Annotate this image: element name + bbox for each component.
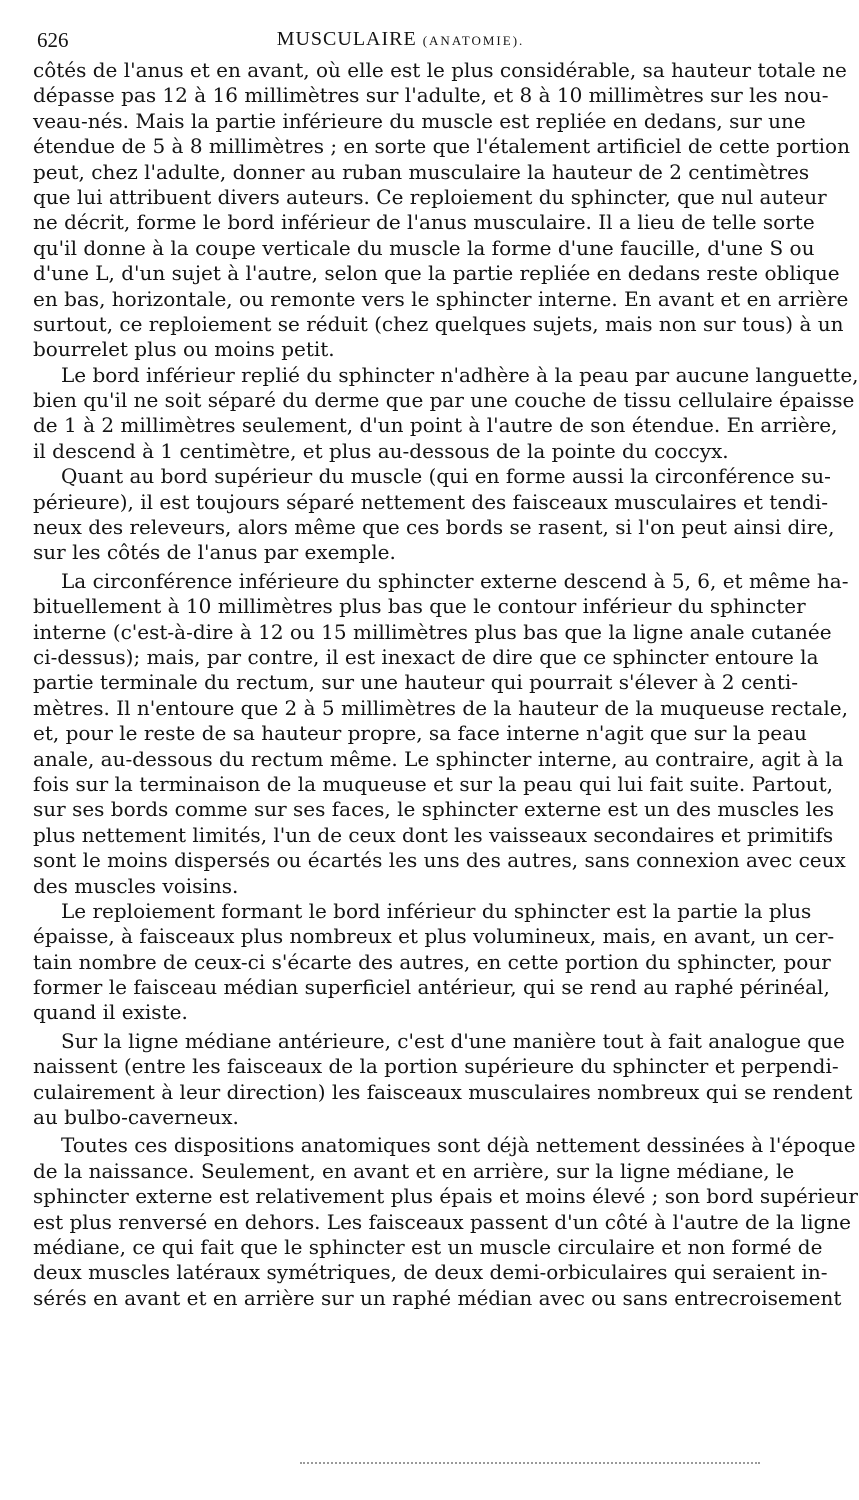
- text-line: de la naissance. Seulement, en avant et en arrière, sur la ligne médiane, le: [33, 1158, 795, 1183]
- text-line: bien qu'il ne soit séparé du derme que par une couche de tissu cellulaire épaisse: [33, 388, 855, 413]
- text-line: surtout, ce reploiement se réduit (chez quelques sujets, mais non sur tous) à un: [33, 311, 844, 336]
- text-line: peut, chez l'adulte, donner au ruban musculaire la hauteur de 2 centimètres: [33, 159, 810, 184]
- text-line: côtés de l'anus et en avant, où elle est le plus considérable, sa hauteur totale ne: [33, 58, 847, 82]
- text-line: ci-dessus); mais, par contre, il est inexact de dire que ce sphincter entoure la: [33, 644, 819, 669]
- text-line: mètres. Il n'entoure que 2 à 5 millimètres de la hauteur de la muqueuse rectale,: [33, 695, 848, 720]
- text-line: sur ses bords comme sur ses faces, le sphincter externe est un des muscles les: [33, 797, 835, 822]
- document-page: [33, 28, 859, 1311]
- text-line: Le reploiement formant le bord inférieur du sphincter est la partie la plus: [61, 898, 812, 923]
- text-line: il descend à 1 centimètre, et plus au-dessous de la pointe du coccyx.: [33, 438, 729, 463]
- text-line: périeure), il est toujours séparé nettement des faisceaux musculaires et tendi-: [33, 489, 829, 514]
- text-line: partie terminale du rectum, sur une hauteur qui pourrait s'élever à 2 centi-: [33, 670, 799, 695]
- text-line: ne décrit, forme le bord inférieur de l'anus musculaire. Il a lieu de telle sorte: [33, 210, 815, 235]
- text-line: plus nettement limités, l'un de ceux dont les vaisseaux secondaires et primitifs: [33, 822, 834, 847]
- text-line: médiane, ce qui fait que le sphincter est un muscle circulaire et non formé de: [33, 1234, 823, 1259]
- text-line: des muscles voisins.: [33, 873, 239, 898]
- text-line: étendue de 5 à 8 millimètres ; en sorte que l'étalement artificiel de cette portion: [33, 134, 850, 159]
- running-header: [33, 28, 768, 58]
- text-line: en bas, horizontale, ou remonte vers le sphincter interne. En avant et en arrière: [33, 286, 849, 311]
- bottom-rule: [300, 1462, 760, 1466]
- text-line: bituellement à 10 millimètres plus bas que le contour inférieur du sphincter: [33, 594, 806, 619]
- page-number: 626: [37, 28, 69, 52]
- text-line: bourrelet plus ou moins petit.: [33, 337, 335, 362]
- running-title: [33, 28, 768, 51]
- body-text: [33, 58, 859, 1311]
- text-line: épaisse, à faisceaux plus nombreux et plus volumineux, mais, en avant, un cer-: [33, 924, 835, 949]
- text-line: de 1 à 2 millimètres seulement, d'un point à l'autre de son étendue. En arrière,: [33, 413, 838, 438]
- text-line: interne (c'est-à-dire à 12 ou 15 millimètres plus bas que la ligne anale cutanée: [33, 619, 832, 644]
- text-line: sur les côtés de l'anus par exemple.: [33, 540, 396, 565]
- running-title-sub: (ANATOMIE).: [422, 33, 525, 48]
- text-line: fois sur la terminaison de la muqueuse et sur la peau qui lui fait suite. Partout,: [33, 771, 833, 796]
- text-line: d'une L, d'un sujet à l'autre, selon que la partie repliée en dedans reste oblique: [33, 261, 840, 286]
- text-line: Sur la ligne médiane antérieure, c'est d'une manière tout à fait analogue que: [61, 1028, 845, 1053]
- text-line: et, pour le reste de sa hauteur propre, sa face interne n'agit que sur la peau: [33, 721, 807, 746]
- text-line: deux muscles latéraux symétriques, de deux demi-orbiculaires qui seraient in-: [33, 1260, 828, 1285]
- text-line: neux des releveurs, alors même que ces bords se rasent, si l'on peut ainsi dire,: [33, 515, 835, 540]
- text-line: Toutes ces dispositions anatomiques sont déjà nettement dessinées à l'époque: [61, 1133, 856, 1158]
- text-line: est plus renversé en dehors. Les faisceaux passent d'un côté à l'autre de la ligne: [33, 1209, 852, 1234]
- text-line: Quant au bord supérieur du muscle (qui en forme aussi la circonférence su-: [61, 464, 831, 489]
- text-line: au bulbo-caverneux.: [33, 1105, 239, 1130]
- text-line: Le bord inférieur replié du sphincter n'adhère à la peau par aucune languette,: [61, 362, 859, 387]
- text-line: quand il existe.: [33, 1000, 188, 1025]
- running-title-main: MUSCULAIRE: [276, 28, 417, 50]
- text-line: qu'il donne à la coupe verticale du muscle la forme d'une faucille, d'une S ou: [33, 235, 815, 260]
- text-line: sérés en avant et en arrière sur un raphé médian avec ou sans entrecroisement: [33, 1285, 842, 1310]
- text-line: veau-nés. Mais la partie inférieure du muscle est repliée en dedans, sur une: [33, 108, 806, 133]
- text-line: anale, au-dessous du rectum même. Le sphincter interne, au contraire, agit à la: [33, 746, 844, 771]
- text-line: sont le moins dispersés ou écartés les uns des autres, sans connexion avec ceux: [33, 848, 846, 873]
- text-line: sphincter externe est relativement plus épais et moins élevé ; son bord supérieur: [33, 1184, 858, 1209]
- text-line: naissent (entre les faisceaux de la portion supérieure du sphincter et perpendi-: [33, 1054, 839, 1079]
- text-line: former le faisceau médian superficiel antérieur, qui se rend au raphé périnéal,: [33, 975, 830, 1000]
- text-line: culairement à leur direction) les faisceaux musculaires nombreux qui se rendent: [33, 1079, 853, 1104]
- text-line: La circonférence inférieure du sphincter externe descend à 5, 6, et même ha-: [61, 568, 849, 593]
- text-line: dépasse pas 12 à 16 millimètres sur l'adulte, et 8 à 10 millimètres sur les nou-: [33, 83, 829, 108]
- text-line: tain nombre de ceux-ci s'écarte des autres, en cette portion du sphincter, pour: [33, 949, 831, 974]
- text-line: que lui attribuent divers auteurs. Ce reploiement du sphincter, que nul auteur: [33, 184, 827, 209]
